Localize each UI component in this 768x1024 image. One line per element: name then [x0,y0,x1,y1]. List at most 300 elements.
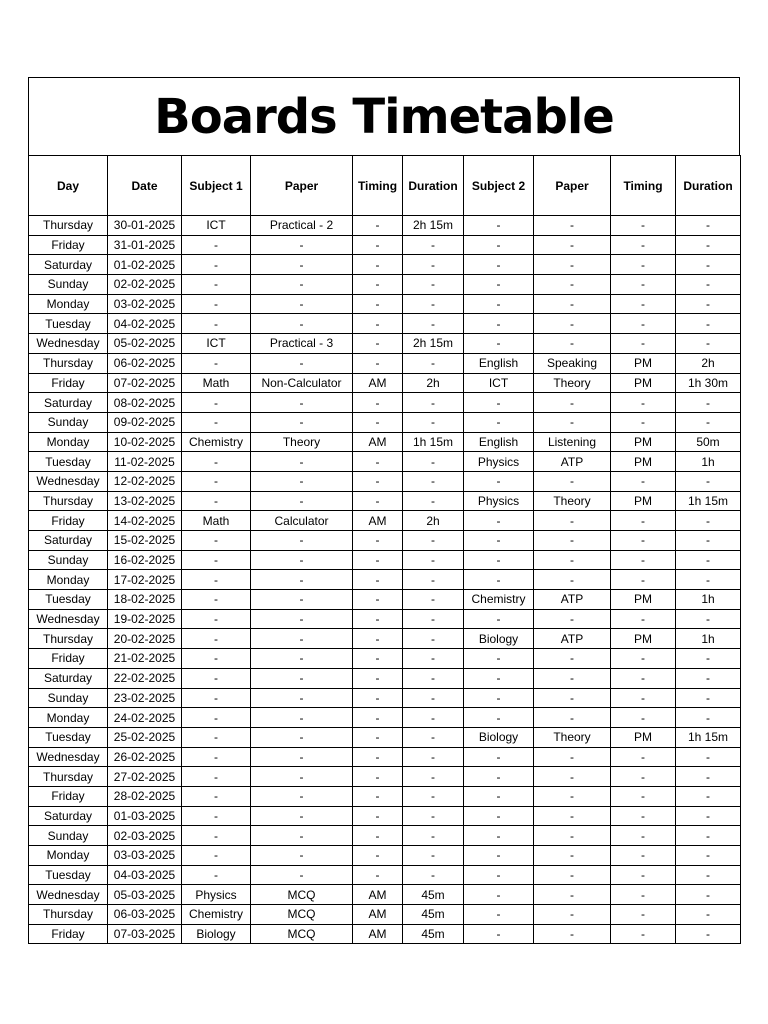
table-row [29,393,741,413]
cell-subject-1: - [182,865,251,885]
cell-subject-2: - [464,786,534,806]
cell-timing-1: - [353,235,403,255]
cell-paper-2: - [534,846,611,866]
cell-timing-1: - [353,334,403,354]
cell-date: 05-02-2025 [108,334,182,354]
table-row [29,432,741,452]
cell-subject-2: - [464,216,534,236]
cell-paper-1: - [251,590,353,610]
table-row [29,747,741,767]
cell-timing-2: - [611,767,676,787]
cell-subject-2: - [464,767,534,787]
cell-paper-2: - [534,865,611,885]
table-row [29,275,741,295]
cell-duration-1: - [403,393,464,413]
cell-duration-2: - [676,216,741,236]
cell-day: Thursday [29,491,108,511]
page-title: Boards Timetable [154,88,614,145]
cell-duration-1: - [403,846,464,866]
cell-duration-1: - [403,471,464,491]
cell-date: 03-03-2025 [108,846,182,866]
cell-timing-2: PM [611,727,676,747]
cell-timing-2: - [611,708,676,728]
table-row [29,471,741,491]
cell-subject-1: ICT [182,334,251,354]
table-row [29,668,741,688]
cell-duration-1: - [403,314,464,334]
cell-duration-2: - [676,649,741,669]
cell-timing-2: - [611,826,676,846]
cell-duration-1: - [403,353,464,373]
cell-date: 30-01-2025 [108,216,182,236]
cell-subject-1: Physics [182,885,251,905]
table-row [29,688,741,708]
cell-subject-2: - [464,275,534,295]
cell-date: 15-02-2025 [108,531,182,551]
cell-timing-1: - [353,294,403,314]
cell-day: Monday [29,294,108,314]
cell-date: 24-02-2025 [108,708,182,728]
cell-subject-2: - [464,609,534,629]
table-row [29,294,741,314]
cell-subject-2: - [464,550,534,570]
cell-duration-1: - [403,786,464,806]
cell-subject-2: - [464,806,534,826]
cell-subject-2: - [464,688,534,708]
cell-duration-2: - [676,412,741,432]
cell-timing-2: - [611,216,676,236]
cell-day: Friday [29,511,108,531]
cell-timing-1: AM [353,885,403,905]
cell-paper-2: - [534,255,611,275]
cell-subject-2: - [464,905,534,925]
cell-day: Thursday [29,216,108,236]
cell-duration-1: - [403,668,464,688]
table-row [29,786,741,806]
header-timing-1: Timing [353,156,403,216]
cell-timing-1: - [353,393,403,413]
cell-timing-1: - [353,767,403,787]
cell-date: 06-03-2025 [108,905,182,925]
cell-paper-2: - [534,570,611,590]
cell-subject-2: - [464,412,534,432]
cell-paper-2: Listening [534,432,611,452]
cell-duration-1: - [403,826,464,846]
table-row [29,216,741,236]
cell-date: 25-02-2025 [108,727,182,747]
cell-timing-2: - [611,531,676,551]
cell-paper-2: - [534,688,611,708]
cell-timing-2: PM [611,629,676,649]
cell-timing-1: - [353,668,403,688]
cell-paper-1: - [251,668,353,688]
cell-timing-2: - [611,924,676,944]
cell-subject-1: - [182,275,251,295]
cell-paper-2: - [534,826,611,846]
cell-timing-2: PM [611,452,676,472]
cell-day: Wednesday [29,471,108,491]
cell-duration-2: - [676,609,741,629]
cell-paper-1: - [251,609,353,629]
cell-paper-1: - [251,747,353,767]
cell-subject-1: - [182,353,251,373]
cell-subject-2: - [464,826,534,846]
cell-timing-1: - [353,747,403,767]
cell-duration-1: 2h 15m [403,334,464,354]
cell-day: Saturday [29,393,108,413]
cell-subject-2: - [464,334,534,354]
cell-paper-2: - [534,786,611,806]
cell-paper-2: - [534,924,611,944]
cell-timing-2: - [611,275,676,295]
cell-duration-2: - [676,393,741,413]
cell-timing-2: PM [611,432,676,452]
table-row [29,570,741,590]
cell-paper-1: Theory [251,432,353,452]
cell-day: Monday [29,846,108,866]
cell-paper-1: Practical - 2 [251,216,353,236]
cell-paper-2: - [534,885,611,905]
table-row [29,511,741,531]
cell-subject-2: - [464,708,534,728]
title-banner [28,77,740,155]
cell-subject-2: - [464,649,534,669]
cell-subject-2: - [464,570,534,590]
cell-timing-1: - [353,216,403,236]
cell-subject-1: - [182,846,251,866]
cell-duration-2: 50m [676,432,741,452]
cell-paper-1: Practical - 3 [251,334,353,354]
cell-duration-1: - [403,294,464,314]
table-row [29,314,741,334]
cell-paper-2: ATP [534,452,611,472]
header-paper-1: Paper [251,156,353,216]
cell-duration-1: - [403,550,464,570]
table-row [29,373,741,393]
cell-timing-1: AM [353,905,403,925]
cell-subject-2: - [464,865,534,885]
cell-subject-2: - [464,235,534,255]
cell-subject-1: - [182,550,251,570]
cell-duration-1: - [403,255,464,275]
cell-paper-1: - [251,727,353,747]
cell-duration-1: - [403,865,464,885]
cell-duration-1: - [403,531,464,551]
cell-duration-1: - [403,708,464,728]
header-duration-1: Duration [403,156,464,216]
cell-subject-1: Chemistry [182,905,251,925]
cell-paper-1: - [251,294,353,314]
cell-timing-1: - [353,531,403,551]
cell-timing-2: - [611,747,676,767]
cell-paper-2: - [534,550,611,570]
timetable-sheet [28,77,740,944]
cell-subject-1: ICT [182,216,251,236]
cell-subject-2: - [464,314,534,334]
cell-timing-2: - [611,570,676,590]
cell-date: 03-02-2025 [108,294,182,314]
cell-paper-1: MCQ [251,885,353,905]
cell-timing-1: - [353,471,403,491]
cell-date: 01-03-2025 [108,806,182,826]
cell-timing-2: - [611,846,676,866]
cell-subject-1: - [182,668,251,688]
cell-duration-2: - [676,786,741,806]
cell-subject-1: - [182,294,251,314]
cell-paper-1: MCQ [251,924,353,944]
cell-timing-1: - [353,412,403,432]
cell-subject-2: Physics [464,491,534,511]
cell-timing-1: AM [353,924,403,944]
cell-subject-2: Biology [464,727,534,747]
cell-date: 17-02-2025 [108,570,182,590]
cell-date: 14-02-2025 [108,511,182,531]
cell-day: Thursday [29,767,108,787]
cell-date: 08-02-2025 [108,393,182,413]
cell-date: 06-02-2025 [108,353,182,373]
cell-day: Monday [29,708,108,728]
table-row [29,905,741,925]
cell-day: Thursday [29,629,108,649]
cell-day: Saturday [29,668,108,688]
cell-subject-2: - [464,747,534,767]
cell-duration-1: - [403,412,464,432]
cell-duration-2: - [676,314,741,334]
cell-day: Sunday [29,275,108,295]
cell-timing-2: PM [611,491,676,511]
table-row [29,334,741,354]
cell-timing-2: - [611,294,676,314]
cell-duration-2: - [676,471,741,491]
cell-paper-1: - [251,806,353,826]
cell-subject-2: English [464,432,534,452]
cell-date: 16-02-2025 [108,550,182,570]
cell-timing-1: - [353,806,403,826]
cell-timing-2: - [611,609,676,629]
cell-timing-2: - [611,235,676,255]
cell-subject-1: - [182,255,251,275]
cell-paper-2: - [534,668,611,688]
cell-duration-2: - [676,334,741,354]
cell-paper-2: Theory [534,727,611,747]
cell-paper-1: Calculator [251,511,353,531]
cell-day: Friday [29,373,108,393]
cell-paper-1: - [251,688,353,708]
cell-duration-2: - [676,294,741,314]
cell-day: Wednesday [29,747,108,767]
cell-subject-1: Math [182,373,251,393]
cell-subject-1: - [182,314,251,334]
cell-paper-2: - [534,905,611,925]
table-row [29,412,741,432]
timetable-body [29,216,741,944]
cell-timing-2: - [611,511,676,531]
cell-paper-1: - [251,826,353,846]
table-row [29,806,741,826]
cell-subject-2: - [464,294,534,314]
cell-date: 07-02-2025 [108,373,182,393]
cell-paper-1: - [251,570,353,590]
cell-timing-1: - [353,550,403,570]
cell-duration-2: - [676,806,741,826]
cell-day: Friday [29,235,108,255]
cell-timing-2: - [611,471,676,491]
cell-paper-2: - [534,649,611,669]
cell-duration-2: 1h 15m [676,491,741,511]
cell-day: Friday [29,649,108,669]
cell-subject-1: - [182,629,251,649]
cell-duration-2: - [676,826,741,846]
cell-paper-2: - [534,275,611,295]
cell-duration-1: 45m [403,885,464,905]
cell-duration-2: - [676,275,741,295]
cell-timing-1: - [353,649,403,669]
cell-date: 26-02-2025 [108,747,182,767]
cell-timing-2: - [611,865,676,885]
cell-paper-2: Theory [534,491,611,511]
cell-day: Sunday [29,826,108,846]
cell-timing-2: - [611,550,676,570]
cell-date: 19-02-2025 [108,609,182,629]
cell-duration-1: - [403,649,464,669]
cell-day: Sunday [29,688,108,708]
cell-timing-1: - [353,570,403,590]
cell-paper-2: ATP [534,590,611,610]
cell-timing-2: - [611,255,676,275]
cell-date: 20-02-2025 [108,629,182,649]
cell-date: 18-02-2025 [108,590,182,610]
cell-paper-1: - [251,846,353,866]
cell-subject-1: - [182,688,251,708]
table-row [29,767,741,787]
cell-subject-1: - [182,786,251,806]
table-row [29,708,741,728]
header-paper-2: Paper [534,156,611,216]
cell-subject-1: Math [182,511,251,531]
cell-paper-2: - [534,708,611,728]
cell-paper-1: Non-Calculator [251,373,353,393]
cell-timing-1: - [353,609,403,629]
table-row [29,924,741,944]
cell-timing-1: - [353,590,403,610]
cell-subject-2: - [464,511,534,531]
cell-subject-1: - [182,471,251,491]
cell-paper-1: - [251,649,353,669]
cell-duration-1: 45m [403,905,464,925]
cell-timing-2: - [611,806,676,826]
header-day: Day [29,156,108,216]
cell-paper-2: Theory [534,373,611,393]
header-subject-2: Subject 2 [464,156,534,216]
cell-timing-2: - [611,649,676,669]
cell-date: 28-02-2025 [108,786,182,806]
header-duration-2: Duration [676,156,741,216]
cell-timing-2: - [611,885,676,905]
cell-duration-2: 1h 30m [676,373,741,393]
cell-subject-1: - [182,609,251,629]
table-row [29,629,741,649]
cell-day: Wednesday [29,885,108,905]
cell-day: Tuesday [29,452,108,472]
cell-timing-2: - [611,688,676,708]
cell-timing-2: - [611,334,676,354]
cell-date: 10-02-2025 [108,432,182,452]
cell-duration-2: 1h 15m [676,727,741,747]
cell-timing-2: - [611,393,676,413]
table-row [29,550,741,570]
cell-date: 13-02-2025 [108,491,182,511]
cell-duration-1: - [403,688,464,708]
cell-timing-1: - [353,491,403,511]
table-row [29,727,741,747]
table-row [29,235,741,255]
cell-subject-1: - [182,806,251,826]
cell-duration-1: 2h [403,511,464,531]
cell-timing-2: - [611,314,676,334]
header-row [29,156,741,216]
cell-subject-2: ICT [464,373,534,393]
table-row [29,846,741,866]
cell-day: Thursday [29,353,108,373]
table-row [29,609,741,629]
cell-day: Sunday [29,412,108,432]
cell-date: 21-02-2025 [108,649,182,669]
cell-day: Friday [29,924,108,944]
cell-paper-1: - [251,275,353,295]
cell-day: Monday [29,432,108,452]
cell-timing-1: AM [353,373,403,393]
cell-subject-1: - [182,708,251,728]
cell-subject-1: - [182,531,251,551]
cell-day: Tuesday [29,865,108,885]
cell-subject-1: - [182,747,251,767]
cell-paper-2: - [534,747,611,767]
cell-duration-2: - [676,255,741,275]
cell-timing-1: - [353,255,403,275]
table-row [29,590,741,610]
cell-date: 27-02-2025 [108,767,182,787]
cell-subject-1: - [182,727,251,747]
cell-date: 05-03-2025 [108,885,182,905]
cell-date: 02-02-2025 [108,275,182,295]
header-subject-1: Subject 1 [182,156,251,216]
table-row [29,826,741,846]
cell-subject-2: - [464,471,534,491]
cell-paper-1: - [251,452,353,472]
cell-subject-2: - [464,255,534,275]
cell-duration-2: - [676,885,741,905]
cell-timing-1: - [353,826,403,846]
cell-subject-1: - [182,412,251,432]
cell-duration-2: - [676,865,741,885]
cell-duration-2: - [676,550,741,570]
cell-paper-2: - [534,531,611,551]
cell-date: 04-03-2025 [108,865,182,885]
cell-duration-2: - [676,846,741,866]
cell-subject-2: - [464,846,534,866]
cell-timing-2: - [611,905,676,925]
cell-subject-2: Biology [464,629,534,649]
cell-subject-1: - [182,767,251,787]
cell-duration-1: - [403,629,464,649]
cell-subject-1: - [182,826,251,846]
cell-timing-1: - [353,708,403,728]
cell-timing-1: AM [353,432,403,452]
header-date: Date [108,156,182,216]
cell-timing-1: - [353,353,403,373]
cell-subject-1: - [182,235,251,255]
cell-duration-2: - [676,511,741,531]
